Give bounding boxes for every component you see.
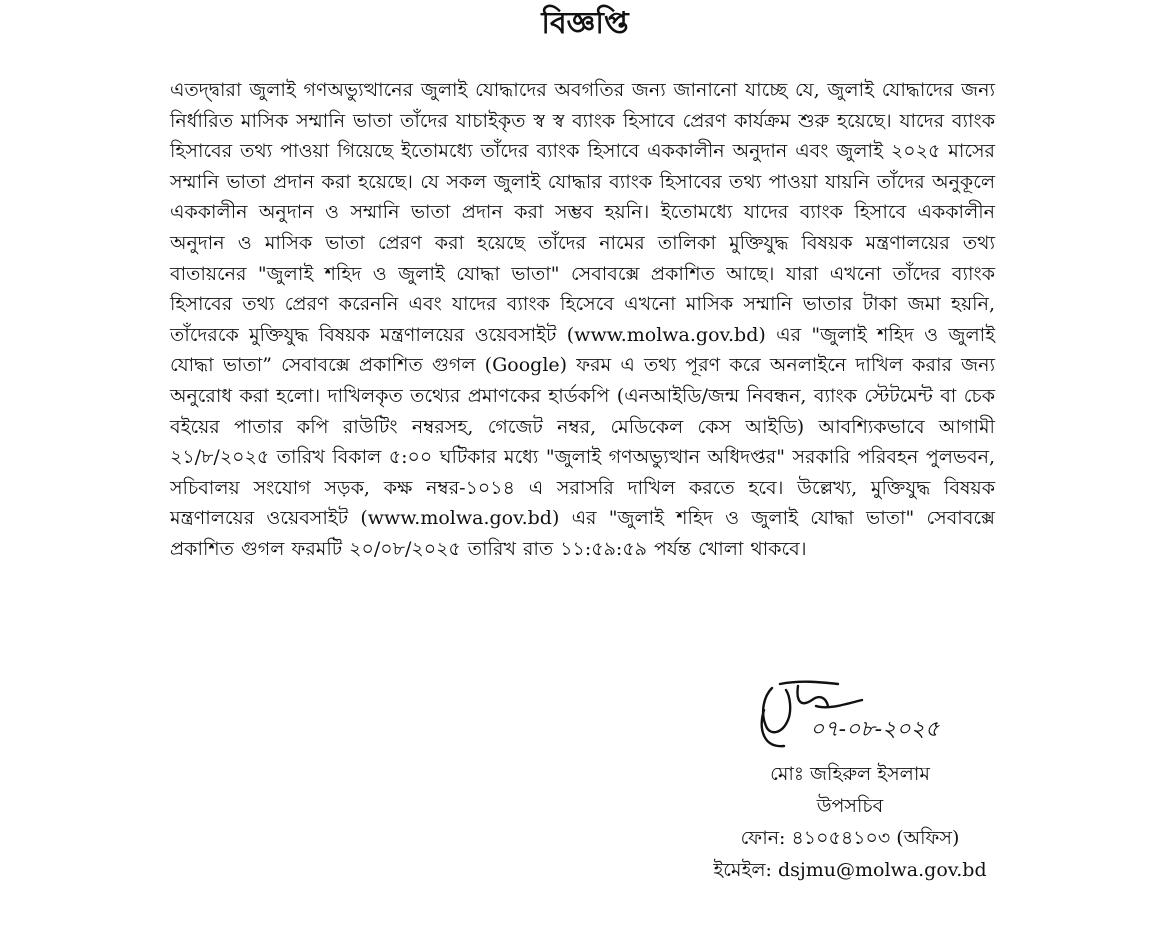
notice-body: এতদ্দ্বারা জুলাই গণঅভ্যুত্থানের জুলাই যোদ্ধাদের অবগতির জন্য জানানো যাচ্ছে যে, জুলাই যোদ্ধাদের জন্য নির্ধারিত মাসিক সম্মানি ভাতা তাঁদের যাচাইকৃত স্ব স্ব ব্যাংক হিসাবে প্রেরণ কার্যক্রম শুরু হয়েছে। যাদের ব্যাংক হিসাবের তথ্য পাওয়া গিয়েছে ইতোমধ্যে তাঁদের ব্যাংক হিসাবে এককালীন অনুদান এবং জুলাই ২০২৫ মাসের সম্মানি ভাতা প্রদান করা হয়েছে। যে সকল জুলাই যোদ্ধার ব্যাংক হিসাবের তথ্য পাওয়া যায়নি তাঁদের অনুকূলে এককালীন অনুদান ও সম্মানি ভাতা প্রদান করা সম্ভব হয়নি। ইতোমধ্যে যাদের ব্যাংক হিসাবে এককালীন অনুদান ও মাসিক ভাতা প্রেরণ করা হয়েছে তাঁদের নামের তালিকা মুক্তিযুদ্ধ বিষয়ক মন্ত্রণালয়ের তথ্য বাতায়নের "জুলাই শহিদ ও জুলাই যোদ্ধা ভাতা" সেবাবক্সে প্রকাশিত আছে। যারা এখনো তাঁদের ব্যাংক হিসাবের তথ্য প্রেরণ করেননি এবং যাদের ব্যাংক হিসেবে এখনো মাসিক সম্মানি ভাতার টাকা জমা হয়নি, তাঁদেরকে মুক্তিযুদ্ধ বিষয়ক মন্ত্রণালয়ের ওয়েবসাইট (www.molwa.gov.bd) এর "জুলাই শহিদ ও জুলাই যোদ্ধা ভাতা” সেবাবক্সে প্রকাশিত গুগল (Google) ফরম এ তথ্য পূরণ করে অনলাইনে দাখিল করার জন্য অনুরোধ করা হলো। দাখিলকৃত তথ্যের প্রমাণকের হার্ডকপি (এনআইডি/জন্ম নিবন্ধন, ব্যাংক স্টেটমেন্ট বা চেক বইয়ের পাতার কপি রাউটিং নম্বরসহ, গেজেট নম্বর, মেডিকেল কেস আইডি) আবশ্যিকভাবে আগামী ২১/৮/২০২৫ তারিখ বিকাল ৫:০০ ঘটিকার মধ্যে "জুলাই গণঅভ্যুত্থান অধিদপ্তর" সরকারি পরিবহন পুলভবন, সচিবালয় সংযোগ সড়ক, কক্ষ নম্বর-১০১৪ এ সরাসরি দাখিল করতে হবে। উল্লেখ্য, মুক্তিযুদ্ধ বিষয়ক মন্ত্রণালয়ের ওয়েবসাইট (www.molwa.gov.bd) এর "জুলাই শহিদ ও জুলাই যোদ্ধা ভাতা" সেবাবক্সে প্রকাশিত গুগল ফরমটি ২০/০৮/২০২৫ তারিখ রাত ১১:৫৯:৫৯ পর্যন্ত খোলা থাকবে। — [170, 79, 995, 560]
signatory-designation: উপসচিব — [816, 795, 884, 817]
signature-date: ০৭-০৮-২০২৫ — [810, 717, 940, 742]
signature-block — [690, 758, 1010, 886]
notice-title: বিজ্ঞপ্তি — [541, 6, 629, 41]
signatory-phone: ফোন: ৪১০৫৪১০৩ (অফিস) — [740, 827, 960, 849]
handwritten-signature — [750, 670, 940, 760]
signatory-name: মোঃ জহিরুল ইসলাম — [770, 763, 930, 785]
signatory-email: ইমেইল: dsjmu@molwa.gov.bd — [713, 859, 987, 881]
